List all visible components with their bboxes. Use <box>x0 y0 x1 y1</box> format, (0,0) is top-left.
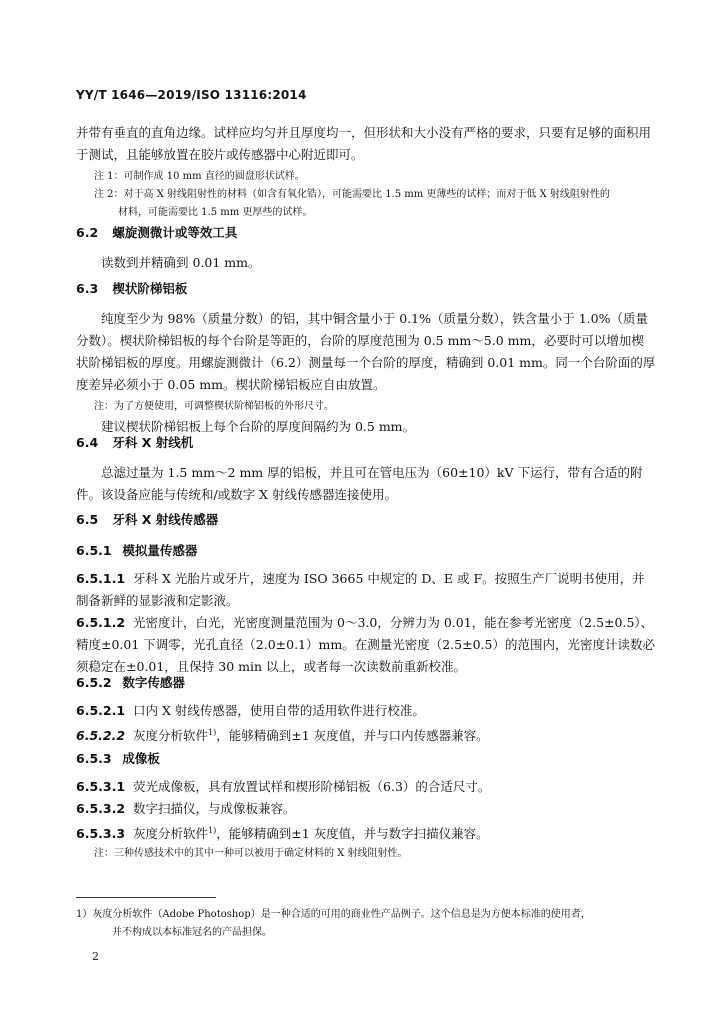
section-6-4 <box>76 432 656 506</box>
page-number: 2 <box>92 950 99 963</box>
section-title: 数字传感器 <box>122 675 185 690</box>
section-heading <box>76 509 656 531</box>
section-6-5 <box>76 509 656 531</box>
section-text: 总滤过量为 1.5 mm～2 mm 厚的铝板，并且可在管电压为（60±10）kV 下运行，带有合适的附件。该设备应能与传统和/或数字 X 射线传感器连接使用。 <box>76 465 643 502</box>
section-suggestion: 建议楔状阶梯铝板上每个台阶的厚度间隔约为 0.5 mm。 <box>101 419 416 434</box>
item-6-5-1-2 <box>76 612 656 678</box>
section-heading <box>76 748 656 770</box>
note-1: 注 1：可制作成 10 mm 直径的圆盘形状试样。 <box>94 171 305 182</box>
section-6-2 <box>76 222 656 274</box>
section-6-3 <box>76 278 656 438</box>
note-2 <box>76 186 656 222</box>
footnote-ref: 1) <box>208 728 217 737</box>
item-text: 灰度分析软件 <box>133 826 209 842</box>
standard-header: YY/T 1646—2019/ISO 13116:2014 <box>76 88 307 102</box>
section-title: 牙科 X 射线机 <box>112 435 194 450</box>
section-number: 6.3 <box>76 281 99 296</box>
item-text: 数字扫描仪，与成像板兼容。 <box>133 801 296 816</box>
item-6-5-2-2 <box>76 722 656 747</box>
section-heading <box>76 278 656 300</box>
note-2-line-1: 注 2：对于高 X 射线阻射性的材料（如含有氧化锆），可能需要比 1.5 mm 更薄些的试样；而对于低 X 射线阻射性的 <box>94 189 610 200</box>
section-6-5-1 <box>76 540 656 678</box>
section-title: 牙科 X 射线传感器 <box>112 512 219 527</box>
item-6-5-1-1 <box>76 568 656 612</box>
item-number: 6.5.3.1 <box>76 779 126 794</box>
item-number: 6.5.2.2 <box>76 728 126 744</box>
section-number: 6.5.1 <box>76 543 112 558</box>
section-title: 成像板 <box>122 751 160 766</box>
section-text: 纯度至少为 98%（质量分数）的铝，其中铜含量小于 0.1%（质量分数），铁含量小于 1.0%（质量分数）。楔状阶梯铝板的每个台阶是等距的，台阶的厚度范围为 0.5 mm～5.0 mm，必要时可以增加楔状阶梯铝板的厚度。用螺旋测微计（6.2）测量每一个台阶的厚度，精确到 0.01 mm。同一个台阶面的厚度差异必须小于 0.05 mm。楔状阶梯铝板应自由放置。 <box>76 311 656 392</box>
section-title: 模拟量传感器 <box>122 543 198 558</box>
section-heading <box>76 432 656 454</box>
item-text-cont: ，能够精确到±1 灰度值，并与口内传感器兼容。 <box>216 728 489 744</box>
intro-paragraph: 并带有垂直的直角边缘。试样应均匀并且厚度均一，但形状和大小没有严格的要求，只要有足够的面积用于测试，且能够放置在胶片或传感器中心附近即可。 <box>76 125 652 162</box>
footnote-divider <box>76 897 216 898</box>
item-text: 牙科 X 光胎片或牙片，速度为 ISO 3665 中规定的 D、E 或 F。按照生产厂说明书使用，并制备新鲜的显影液和定影液。 <box>76 571 645 608</box>
item-number: 6.5.1.1 <box>76 571 126 586</box>
item-number: 6.5.3.3 <box>76 826 126 842</box>
footnote-ref: 1) <box>208 826 217 835</box>
note-2-line-2: 材料，可能需要比 1.5 mm 更厚些的试样。 <box>118 207 313 218</box>
item-text-cont: ，能够精确到±1 灰度值，并与数字扫描仪兼容。 <box>216 826 489 842</box>
section-heading <box>76 672 656 694</box>
section-text: 读数到并精确到 0.01 mm。 <box>101 255 261 270</box>
item-text: 口内 X 射线传感器，使用自带的适用软件进行校准。 <box>133 703 425 718</box>
intro-block <box>76 122 656 222</box>
item-6-5-2-1 <box>76 700 656 722</box>
section-number: 6.5 <box>76 512 99 527</box>
section-number: 6.5.2 <box>76 675 112 690</box>
section-title: 螺旋测微计或等效工具 <box>112 225 238 240</box>
section-number: 6.5.3 <box>76 751 112 766</box>
item-6-5-3-3 <box>76 820 656 845</box>
section-title: 楔状阶梯铝板 <box>112 281 188 296</box>
section-note: 注：为了方便使用，可调整楔状阶梯铝板的外形尺寸。 <box>94 401 334 412</box>
item-text: 灰度分析软件 <box>133 728 209 744</box>
item-number: 6.5.2.1 <box>76 703 126 718</box>
item-6-5-3-2 <box>76 798 656 820</box>
section-note: 注：三种传感技术中的其中一种可以被用于确定材料的 X 射线阻射性。 <box>94 848 408 860</box>
section-heading <box>76 222 656 244</box>
item-text: 荧光成像板，具有放置试样和楔形阶梯铝板（6.3）的合适尺寸。 <box>133 779 491 794</box>
item-6-5-3-1 <box>76 776 656 798</box>
section-heading <box>76 540 656 562</box>
footnote <box>76 906 656 942</box>
item-number: 6.5.1.2 <box>76 615 126 630</box>
section-6-5-3 <box>76 748 656 863</box>
footnote-line-2: 并不构成以本标准冠名的产品担保。 <box>112 927 272 938</box>
item-number: 6.5.3.2 <box>76 801 126 816</box>
section-number: 6.2 <box>76 225 99 240</box>
item-text: 光密度计，白光，光密度测量范围为 0～3.0，分辨力为 0.01，能在参考光密度（2.5±0.5）、精度±0.01 下调零，光孔直径（2.0±0.1）mm。在测量光密度（2.5±0.5）的范围内，光密度计读数必须稳定在±0.01，且保持 30 min 以上，或者每一次读数前重新校准。 <box>76 615 655 674</box>
section-6-5-2 <box>76 672 656 747</box>
section-number: 6.4 <box>76 435 99 450</box>
footnote-line-1: 1）灰度分析软件（Adobe Photoshop）是一种合适的可用的商业性产品例子。这个信息是为方便本标准的使用者， <box>76 909 591 920</box>
